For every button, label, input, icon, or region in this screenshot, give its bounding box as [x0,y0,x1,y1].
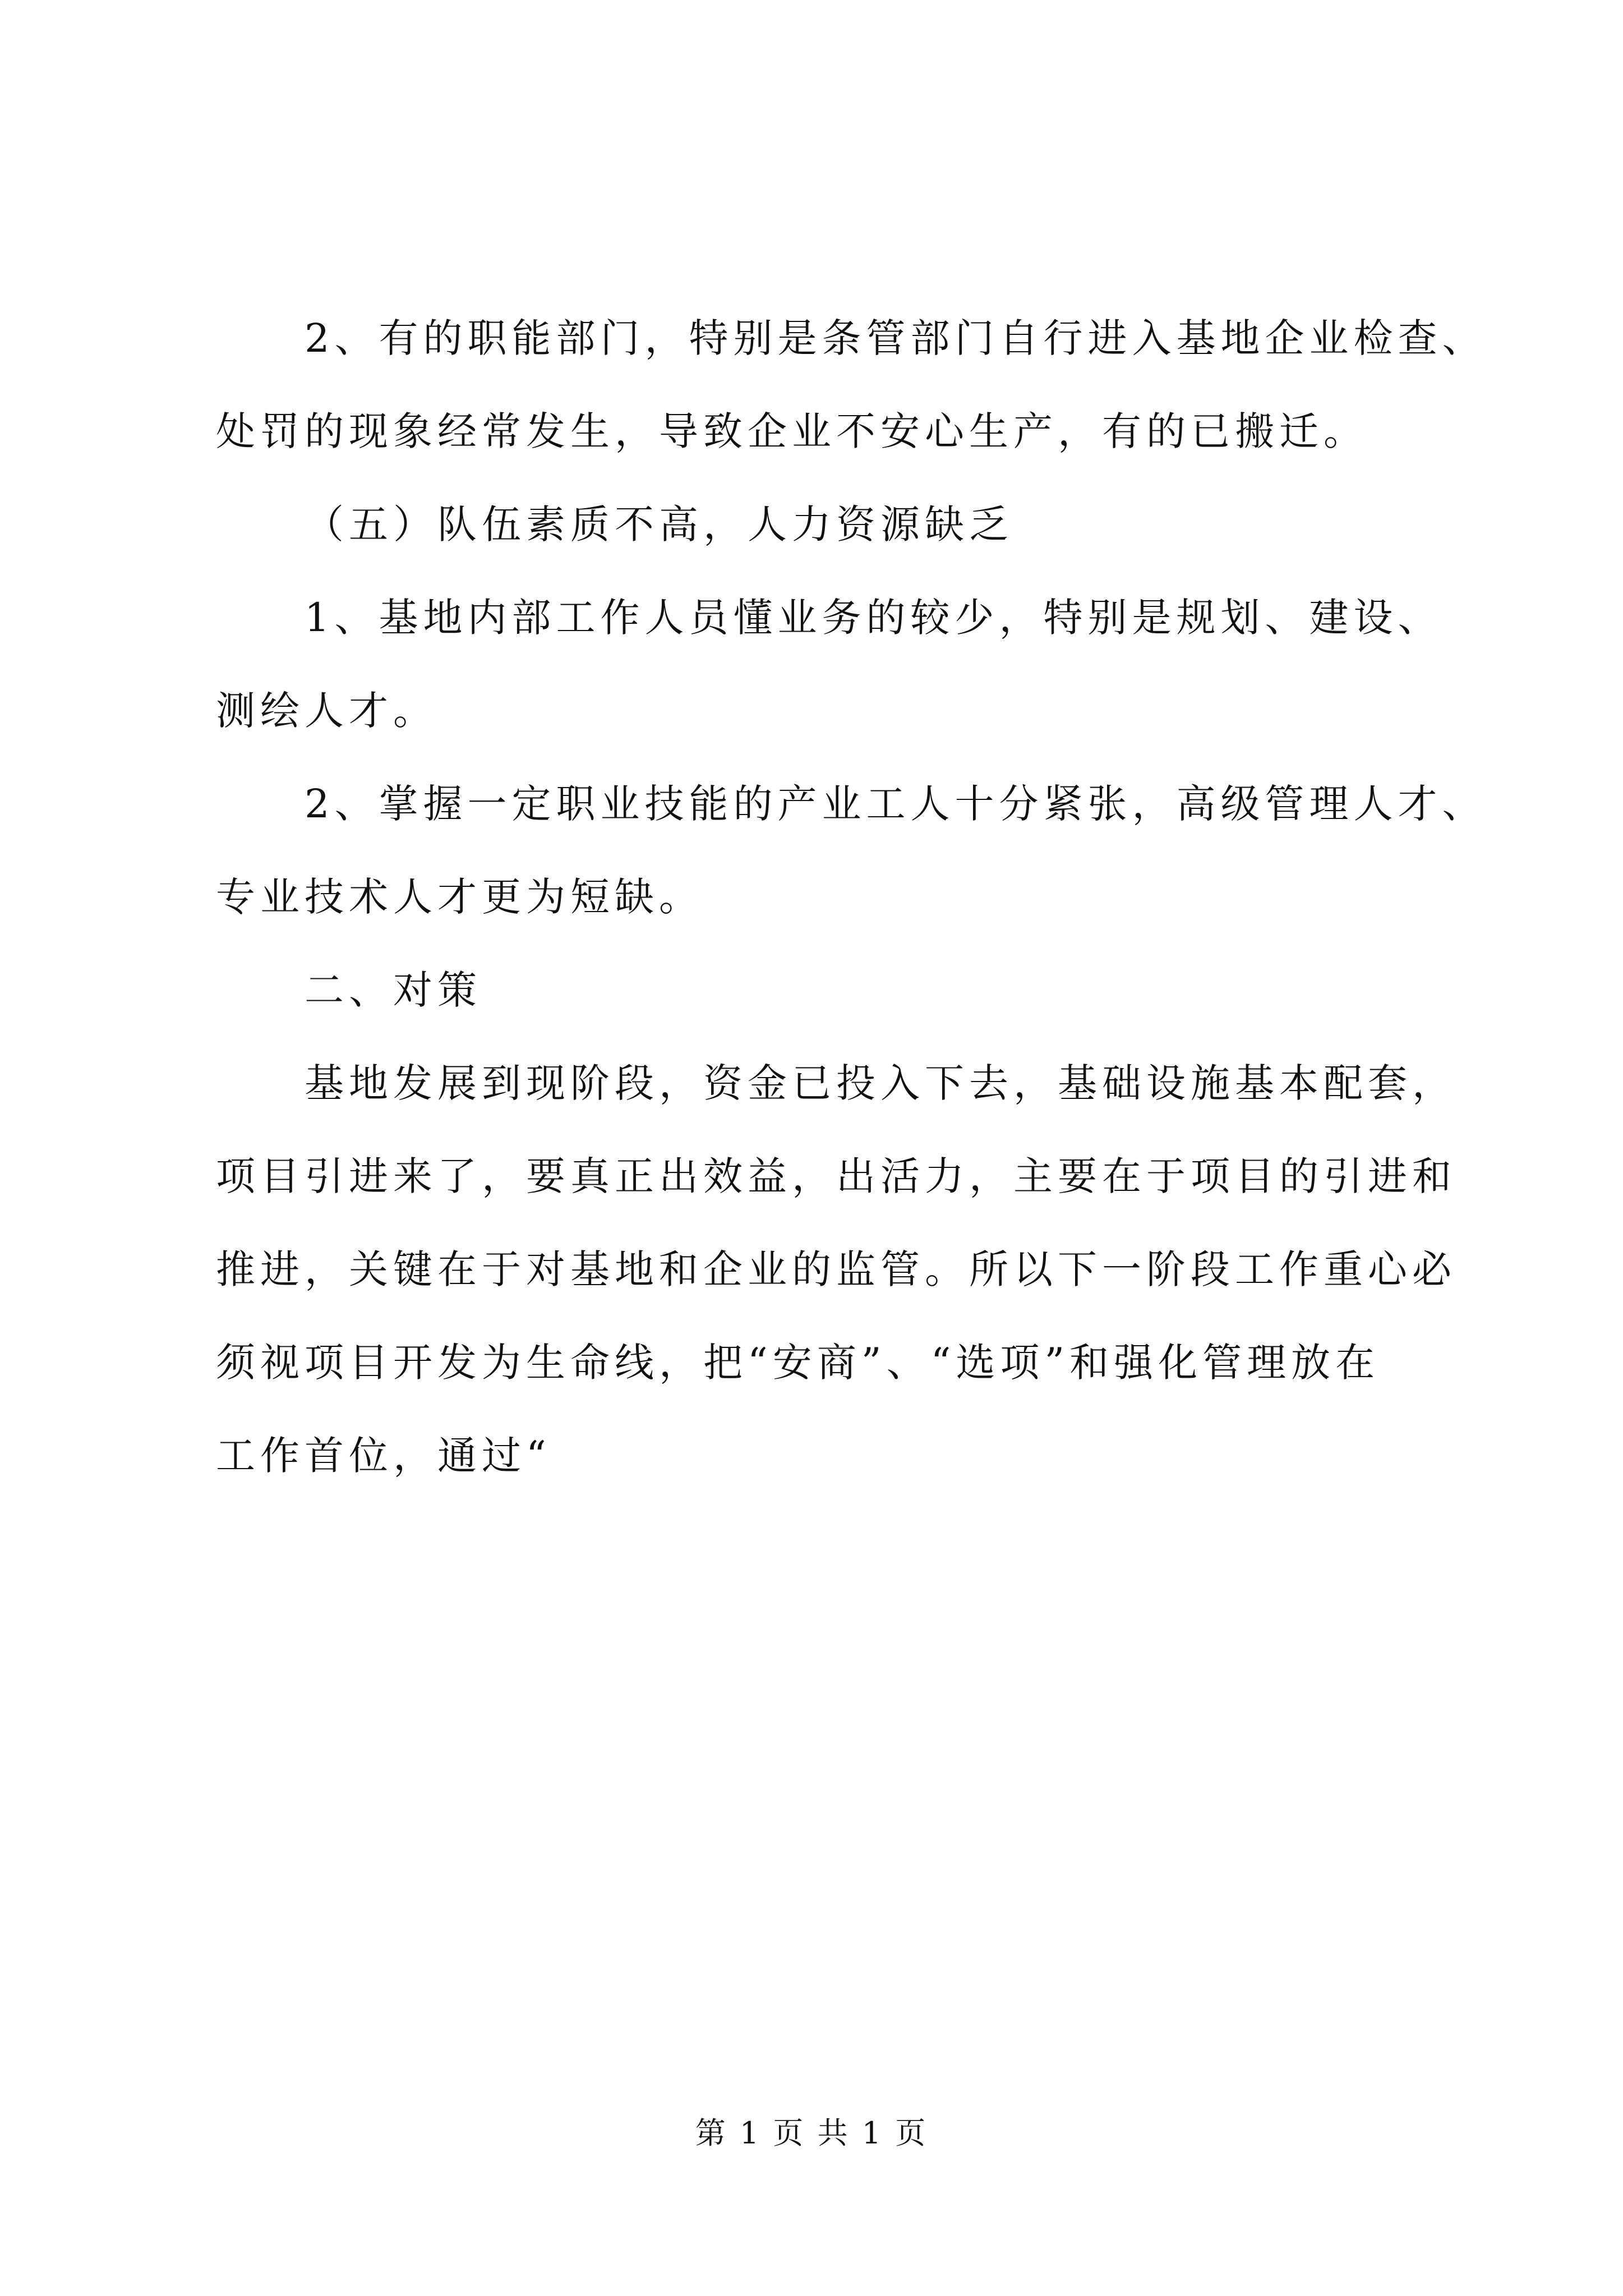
paragraph-line: 推进，关键在于对基地和企业的监管。所以下一阶段工作重心必 [216,1246,1456,1292]
paragraph-line: 专业技术人才更为短缺。 [216,874,703,920]
paragraph-line: 处罚的现象经常发生，导致企业不安心生产，有的已搬迁。 [216,408,1368,454]
page-footer: 第 1 页 共 1 页 [695,2115,928,2151]
paragraph-line: 1、基地内部工作人员懂业务的较少，特别是规划、建设、 [305,595,1442,641]
section-heading: （五）队伍素质不高，人力资源缺乏 [305,501,1013,547]
paragraph-line: 项目引进来了，要真正出效益，出活力，主要在于项目的引进和 [216,1153,1456,1199]
paragraph-line: 2、掌握一定职业技能的产业工人十分紧张，高级管理人才、 [305,781,1487,827]
document-body [216,292,1487,1502]
paragraph-line: 2、有的职能部门，特别是条管部门自行进入基地企业检查、 [305,315,1487,361]
paragraph-line: 须视项目开发为生命线，把“安商”、“选项”和强化管理放在 [216,1340,1380,1386]
paragraph-line: 工作首位，通过“ [216,1433,551,1479]
paragraph-line: 测绘人才。 [216,688,437,734]
section-heading: 二、对策 [305,967,482,1013]
paragraph-line: 基地发展到现阶段，资金已投入下去，基础设施基本配套， [305,1060,1456,1106]
